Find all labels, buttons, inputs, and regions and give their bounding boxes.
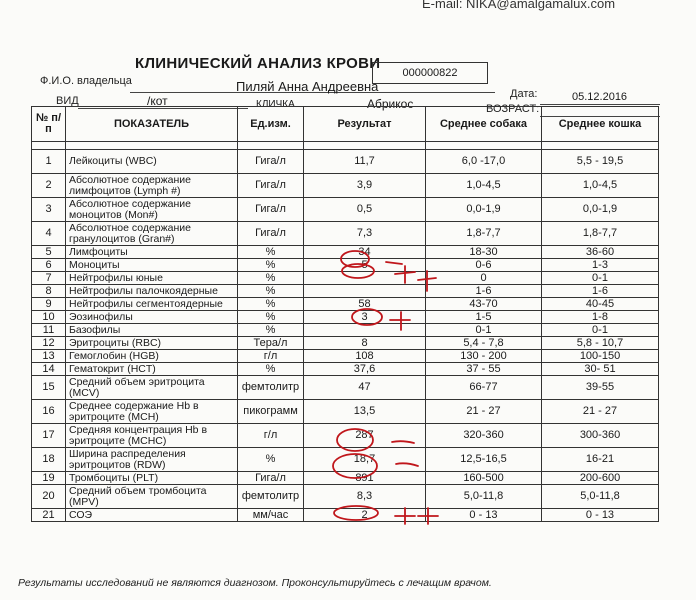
dog-reference: 18-30: [426, 246, 542, 259]
dog-reference: 0,0-1,9: [426, 198, 542, 222]
table-header-row: [32, 107, 659, 142]
unit-cell: %: [238, 246, 304, 259]
row-number: 19: [32, 472, 66, 485]
result-cell: 287: [304, 424, 426, 448]
indicator-name: Абсолютное содержание лимфоцитов (Lymph #): [66, 174, 238, 198]
row-number: 4: [32, 222, 66, 246]
result-cell: 18,7: [304, 448, 426, 472]
result-cell: 2: [304, 509, 426, 522]
table-body: [32, 142, 659, 522]
dog-reference: 66-77: [426, 376, 542, 400]
row-number: 18: [32, 448, 66, 472]
result-cell: 34: [304, 246, 426, 259]
dog-reference: 0 - 13: [426, 509, 542, 522]
cat-reference: 40-45: [542, 298, 659, 311]
result-cell: 3: [304, 311, 426, 324]
cat-reference: 1-6: [542, 285, 659, 298]
result-cell: 891: [304, 472, 426, 485]
result-cell: 0,5: [304, 198, 426, 222]
dog-reference: 1,0-4,5: [426, 174, 542, 198]
row-number: 15: [32, 376, 66, 400]
row-number: 7: [32, 272, 66, 285]
nickname-label: КЛИЧКА: [256, 99, 295, 110]
col-dog-header: Среднее собака: [426, 107, 542, 142]
indicator-name: Эозинофилы: [66, 311, 238, 324]
dog-reference: 1-6: [426, 285, 542, 298]
disclaimer-text: Результаты исследований не являются диагнозом. Проконсультируйтесь с лечащим врачом.: [18, 577, 492, 589]
dog-reference: 43-70: [426, 298, 542, 311]
indicator-name: Среднее содержание Hb в эритроците (MCH): [66, 400, 238, 424]
unit-cell: Гига/л: [238, 174, 304, 198]
result-cell: 7,3: [304, 222, 426, 246]
unit-cell: фемтолитр: [238, 485, 304, 509]
indicator-name: Нейтрофилы палочкоядерные: [66, 285, 238, 298]
indicator-name: Тромбоциты (PLT): [66, 472, 238, 485]
result-cell: 11,7: [304, 150, 426, 174]
unit-cell: %: [238, 363, 304, 376]
indicator-name: Гемоглобин (HGB): [66, 350, 238, 363]
indicator-name: Средний объем эритроцита (MCV): [66, 376, 238, 400]
row-number: 17: [32, 424, 66, 448]
dog-reference: 320-360: [426, 424, 542, 448]
indicator-name: Абсолютное содержание моноцитов (Mon#): [66, 198, 238, 222]
unit-cell: мм/час: [238, 509, 304, 522]
indicator-name: Нейтрофилы юные: [66, 272, 238, 285]
row-number: 14: [32, 363, 66, 376]
row-number: 9: [32, 298, 66, 311]
cat-reference: 1,8-7,7: [542, 222, 659, 246]
cat-reference: 0-1: [542, 324, 659, 337]
species-value: /кот: [147, 94, 168, 108]
table-row: [32, 259, 659, 272]
cat-reference: 1,0-4,5: [542, 174, 659, 198]
unit-cell: %: [238, 298, 304, 311]
result-cell: 108: [304, 350, 426, 363]
result-cell: 37,6: [304, 363, 426, 376]
cat-reference: 5,5 - 19,5: [542, 150, 659, 174]
table-row: [32, 472, 659, 485]
indicator-name: Лейкоциты (WBC): [66, 150, 238, 174]
cat-reference: 1-8: [542, 311, 659, 324]
indicator-name: Абсолютное содержание гранулоцитов (Gran#): [66, 222, 238, 246]
dog-reference: 160-500: [426, 472, 542, 485]
unit-cell: %: [238, 272, 304, 285]
cat-reference: 16-21: [542, 448, 659, 472]
table-row: [32, 363, 659, 376]
results-table: [31, 106, 659, 522]
row-number: 12: [32, 337, 66, 350]
col-result-header: Результат: [304, 107, 426, 142]
table-row: [32, 376, 659, 400]
dog-reference: 12,5-16,5: [426, 448, 542, 472]
table-row: [32, 272, 659, 285]
dog-reference: 1,8-7,7: [426, 222, 542, 246]
species-label: ВИД: [56, 95, 79, 107]
cat-reference: 36-60: [542, 246, 659, 259]
col-cat-header: Среднее кошка: [542, 107, 659, 142]
document-number: 000000822: [372, 62, 488, 84]
nickname-value: Абрикос: [367, 97, 414, 111]
cat-reference: 30- 51: [542, 363, 659, 376]
dog-reference: 0-1: [426, 324, 542, 337]
cat-reference: 39-55: [542, 376, 659, 400]
result-cell: 13,5: [304, 400, 426, 424]
dog-reference: 0: [426, 272, 542, 285]
unit-cell: Гига/л: [238, 222, 304, 246]
date-underline: [540, 104, 660, 105]
row-number: 2: [32, 174, 66, 198]
table-row: [32, 485, 659, 509]
owner-label: Ф.И.О. владельца: [40, 75, 132, 87]
row-number: 20: [32, 485, 66, 509]
indicator-name: Средняя концентрация Hb в эритроците (MCHC): [66, 424, 238, 448]
unit-cell: Гига/л: [238, 150, 304, 174]
table-row: [32, 246, 659, 259]
unit-cell: %: [238, 448, 304, 472]
row-number: 8: [32, 285, 66, 298]
dog-reference: 5,4 - 7,8: [426, 337, 542, 350]
date-value: 05.12.2016: [572, 91, 628, 103]
cat-reference: 0-1: [542, 272, 659, 285]
table-row: [32, 150, 659, 174]
result-cell: 58: [304, 298, 426, 311]
result-cell: 3,9: [304, 174, 426, 198]
table-row: [32, 285, 659, 298]
cat-reference: 100-150: [542, 350, 659, 363]
col-num-header: № п/п: [32, 107, 66, 142]
indicator-name: Ширина распределения эритроцитов (RDW): [66, 448, 238, 472]
unit-cell: Гига/л: [238, 472, 304, 485]
row-number: 11: [32, 324, 66, 337]
result-cell: [304, 324, 426, 337]
page-title: КЛИНИЧЕСКИЙ АНАЛИЗ КРОВИ: [135, 55, 381, 72]
indicator-name: Эритроциты (RBC): [66, 337, 238, 350]
result-cell: 8: [304, 337, 426, 350]
email-text: E-mail: NIKA@amalgamalux.com: [422, 0, 616, 11]
cat-reference: 200-600: [542, 472, 659, 485]
col-indicator-header: ПОКАЗАТЕЛЬ: [66, 107, 238, 142]
owner-name: Пиляй Анна Андреевна: [236, 79, 379, 94]
result-cell: 5: [304, 259, 426, 272]
result-cell: 47: [304, 376, 426, 400]
col-unit-header: Ед.изм.: [238, 107, 304, 142]
table-row: [32, 198, 659, 222]
table-row: [32, 350, 659, 363]
unit-cell: г/л: [238, 350, 304, 363]
cat-reference: 21 - 27: [542, 400, 659, 424]
row-number: 1: [32, 150, 66, 174]
dog-reference: 1-5: [426, 311, 542, 324]
table-row: [32, 424, 659, 448]
table-row: [32, 509, 659, 522]
dog-reference: 130 - 200: [426, 350, 542, 363]
table-row: [32, 337, 659, 350]
age-label: ВОЗРАСТ:: [486, 103, 540, 115]
unit-cell: фемтолитр: [238, 376, 304, 400]
unit-cell: %: [238, 324, 304, 337]
table-row: [32, 174, 659, 198]
unit-cell: Тера/л: [238, 337, 304, 350]
result-cell: [304, 272, 426, 285]
row-number: 3: [32, 198, 66, 222]
row-number: 6: [32, 259, 66, 272]
indicator-name: СОЭ: [66, 509, 238, 522]
row-number: 21: [32, 509, 66, 522]
indicator-name: Средний объем тромбоцита (MPV): [66, 485, 238, 509]
dog-reference: 5,0-11,8: [426, 485, 542, 509]
table-row: [32, 311, 659, 324]
result-cell: [304, 285, 426, 298]
cat-reference: 5,8 - 10,7: [542, 337, 659, 350]
indicator-name: Гематокрит (HCT): [66, 363, 238, 376]
dog-reference: 6,0 -17,0: [426, 150, 542, 174]
unit-cell: г/л: [238, 424, 304, 448]
indicator-name: Нейтрофилы сегментоядерные: [66, 298, 238, 311]
row-number: 5: [32, 246, 66, 259]
indicator-name: Базофилы: [66, 324, 238, 337]
row-number: 16: [32, 400, 66, 424]
indicator-name: Моноциты: [66, 259, 238, 272]
spacer-row: [32, 142, 659, 150]
table-row: [32, 448, 659, 472]
row-number: 13: [32, 350, 66, 363]
cat-reference: 0,0-1,9: [542, 198, 659, 222]
unit-cell: пикограмм: [238, 400, 304, 424]
cat-reference: 0 - 13: [542, 509, 659, 522]
unit-cell: %: [238, 285, 304, 298]
dog-reference: 37 - 55: [426, 363, 542, 376]
table-row: [32, 324, 659, 337]
dog-reference: 21 - 27: [426, 400, 542, 424]
table-row: [32, 400, 659, 424]
cat-reference: 1-3: [542, 259, 659, 272]
table-row: [32, 298, 659, 311]
cat-reference: 300-360: [542, 424, 659, 448]
dog-reference: 0-6: [426, 259, 542, 272]
indicator-name: Лимфоциты: [66, 246, 238, 259]
table-row: [32, 222, 659, 246]
result-cell: 8,3: [304, 485, 426, 509]
unit-cell: %: [238, 259, 304, 272]
row-number: 10: [32, 311, 66, 324]
unit-cell: %: [238, 311, 304, 324]
cat-reference: 5,0-11,8: [542, 485, 659, 509]
unit-cell: Гига/л: [238, 198, 304, 222]
date-label: Дата:: [510, 88, 538, 100]
